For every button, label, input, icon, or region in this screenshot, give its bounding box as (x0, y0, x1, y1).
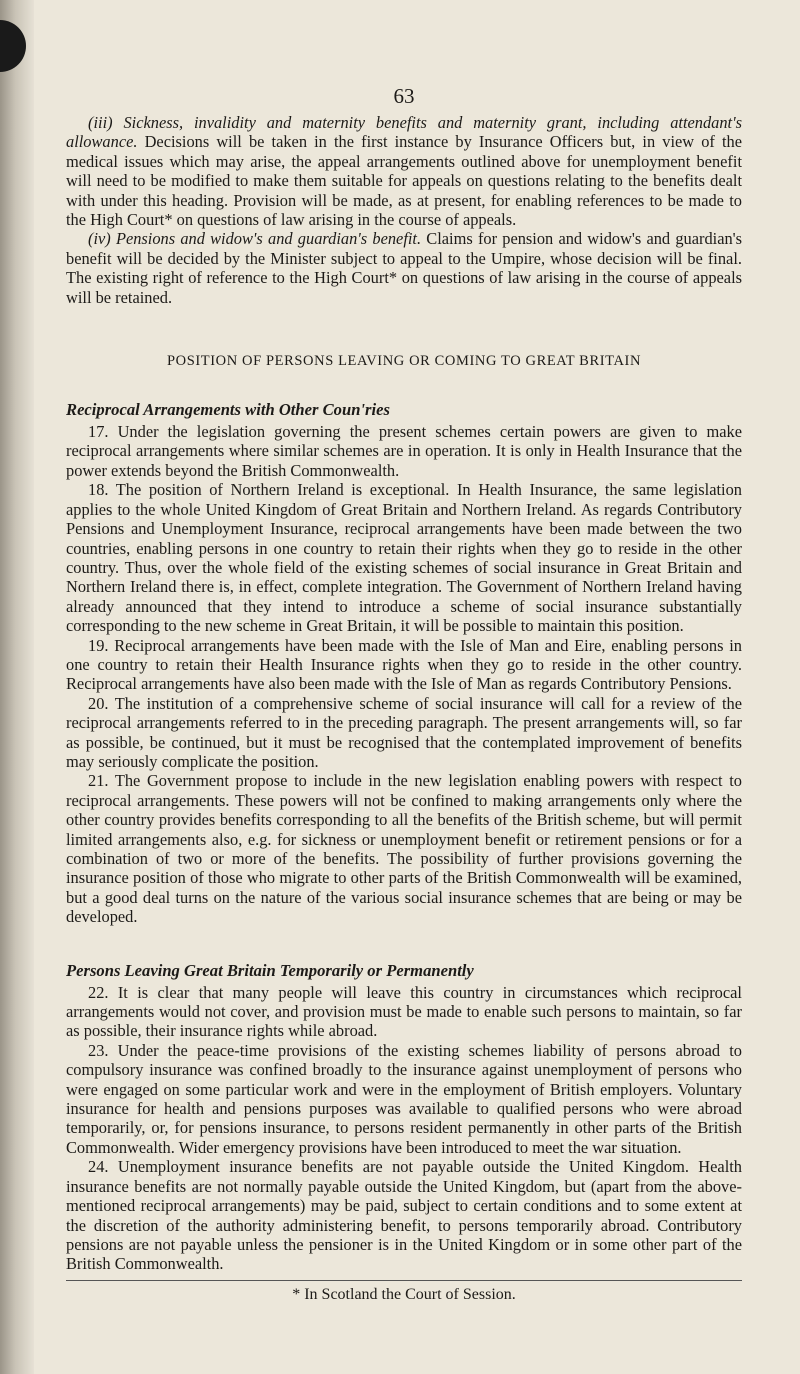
paragraph-17: 17. Under the legislation governing the present schemes certain powers are given to make reciprocal arrangements where similar schemes are in operation. It is only in Health Insurance that the power extends beyond the British Commonwealth. (66, 422, 742, 480)
paragraph-iv-body: Claims for pension and widow's and guardian's benefit will be decided by the Minister subject to appeal to the Umpire, whose decision will be final. The existing right of reference to the High Court* on questions of law arising in the course of appeals will be retained. (66, 229, 743, 307)
footnote: * In Scotland the Court of Session. (292, 1285, 516, 1303)
document-page (66, 84, 742, 1304)
paragraph-18: 18. The position of Northern Ireland is exceptional. In Health Insurance, the same legislation applies to the whole United Kingdom of Great Britain and Northern Ireland. As regards Contributory Pensions and Unemployment Insurance, reciprocal arrangements have been made between the two countries, enabling persons in one country to retain their rights when they go to reside in the other country. Thus, over the whole field of the existing schemes of social insurance in Great Britain and Northern Ireland there is, in effect, complete integration. The Government of Northern Ireland having already announced that they intend to introduce a scheme of social insurance substantially corresponding to the new scheme in Great Britain, it will be possible to maintain this position. (66, 480, 742, 636)
footnote-divider (66, 1280, 742, 1281)
paragraph-20: 20. The institution of a comprehensive scheme of social insurance will call for a review of the reciprocal arrangements referred to in the preceding paragraph. The present arrangements will, so far as possible, be continued, but it must be recognised that the contemplated improvement of benefits may seriously complicate the position. (66, 693, 742, 771)
page-number: 63 (393, 84, 415, 108)
paragraph-iii-body: Decisions will be taken in the first instance by Insurance Officers but, in view of the medical issues which may arise, the appeal arrangements outlined above for unemployment benefit will need to be modified to make them suitable for appeals on questions relating to the benefits dealt with under this heading. Provision will be made, as at present, for enabling references to be made to the High Court* on questions of law arising in the course of appeals. (66, 132, 742, 230)
paragraph-21: 21. The Government propose to include in the new legislation enabling powers with respect to reciprocal arrangements. These powers will not be confined to making arrangements only where the other country provides benefits corresponding to all the benefits of the British scheme, but will permit limited arrangements also, e.g. for sickness or unemployment benefit or retirement pensions or for a combination of two or more of the benefits. The possibility of further provisions governing the insurance position of those who migrate to other parts of the British Commonwealth will be examined, but a good deal turns on the nature of the various social insurance schemes that are being or may be developed. (66, 771, 742, 927)
paragraph-24: 24. Unemployment insurance benefits are not payable outside the United Kingdom. Health insurance benefits are not normally payable outside the United Kingdom, but (apart from the above-mentioned reciprocal arrangements) may be paid, subject to certain conditions and to some extent at the discretion of the authority administering benefit, to persons temporarily abroad. Contributory pensions are not payable unless the pensioner is in the United Kingdom or in some other part of the British Commonwealth. (66, 1157, 742, 1274)
page-binding-edge (0, 0, 34, 1374)
paragraph-23: 23. Under the peace-time provisions of the existing schemes liability of persons abroad to compulsory insurance was confined broadly to the insurance against unemployment of persons who were engaged on some particular work and were in the employment of British employers. Voluntary insurance for health and pensions purposes was available to qualified persons who were abroad temporarily, or, for pensions insurance, to persons resident permanently in other parts of the British Commonwealth. Wider emergency provisions have been introduced to meet the war situation. (66, 1040, 742, 1157)
paragraph-iv-heading: (iv) Pensions and widow's and guardian's benefit. (88, 229, 422, 249)
paragraph-iii-heading: (iii) Sickness, invalidity and maternity benefits and maternity grant, including attendant's allowance. (66, 113, 742, 152)
paragraph-19: 19. Reciprocal arrangements have been made with the Isle of Man and Eire, enabling persons in one country to retain their Health Insurance rights when they go to reside in the other country. Reciprocal arrangements have also been made with the Isle of Man as regards Contributory Pensions. (66, 635, 742, 694)
paragraph-iii (66, 113, 742, 229)
section-title: POSITION OF PERSONS LEAVING OR COMING TO GREAT BRITAIN (166, 353, 642, 370)
subheading-persons-leaving: Persons Leaving Great Britain Temporarily or Permanently (66, 960, 474, 980)
paragraph-iv (66, 229, 742, 307)
punch-hole (0, 20, 26, 72)
subheading-reciprocal-arrangements: Reciprocal Arrangements with Other Coun'ries (66, 400, 390, 420)
paragraph-22: 22. It is clear that many people will leave this country in circumstances which reciprocal arrangements would not cover, and provision must be made to enable such persons to maintain, so far as possible, their insurance rights while abroad. (66, 982, 742, 1041)
